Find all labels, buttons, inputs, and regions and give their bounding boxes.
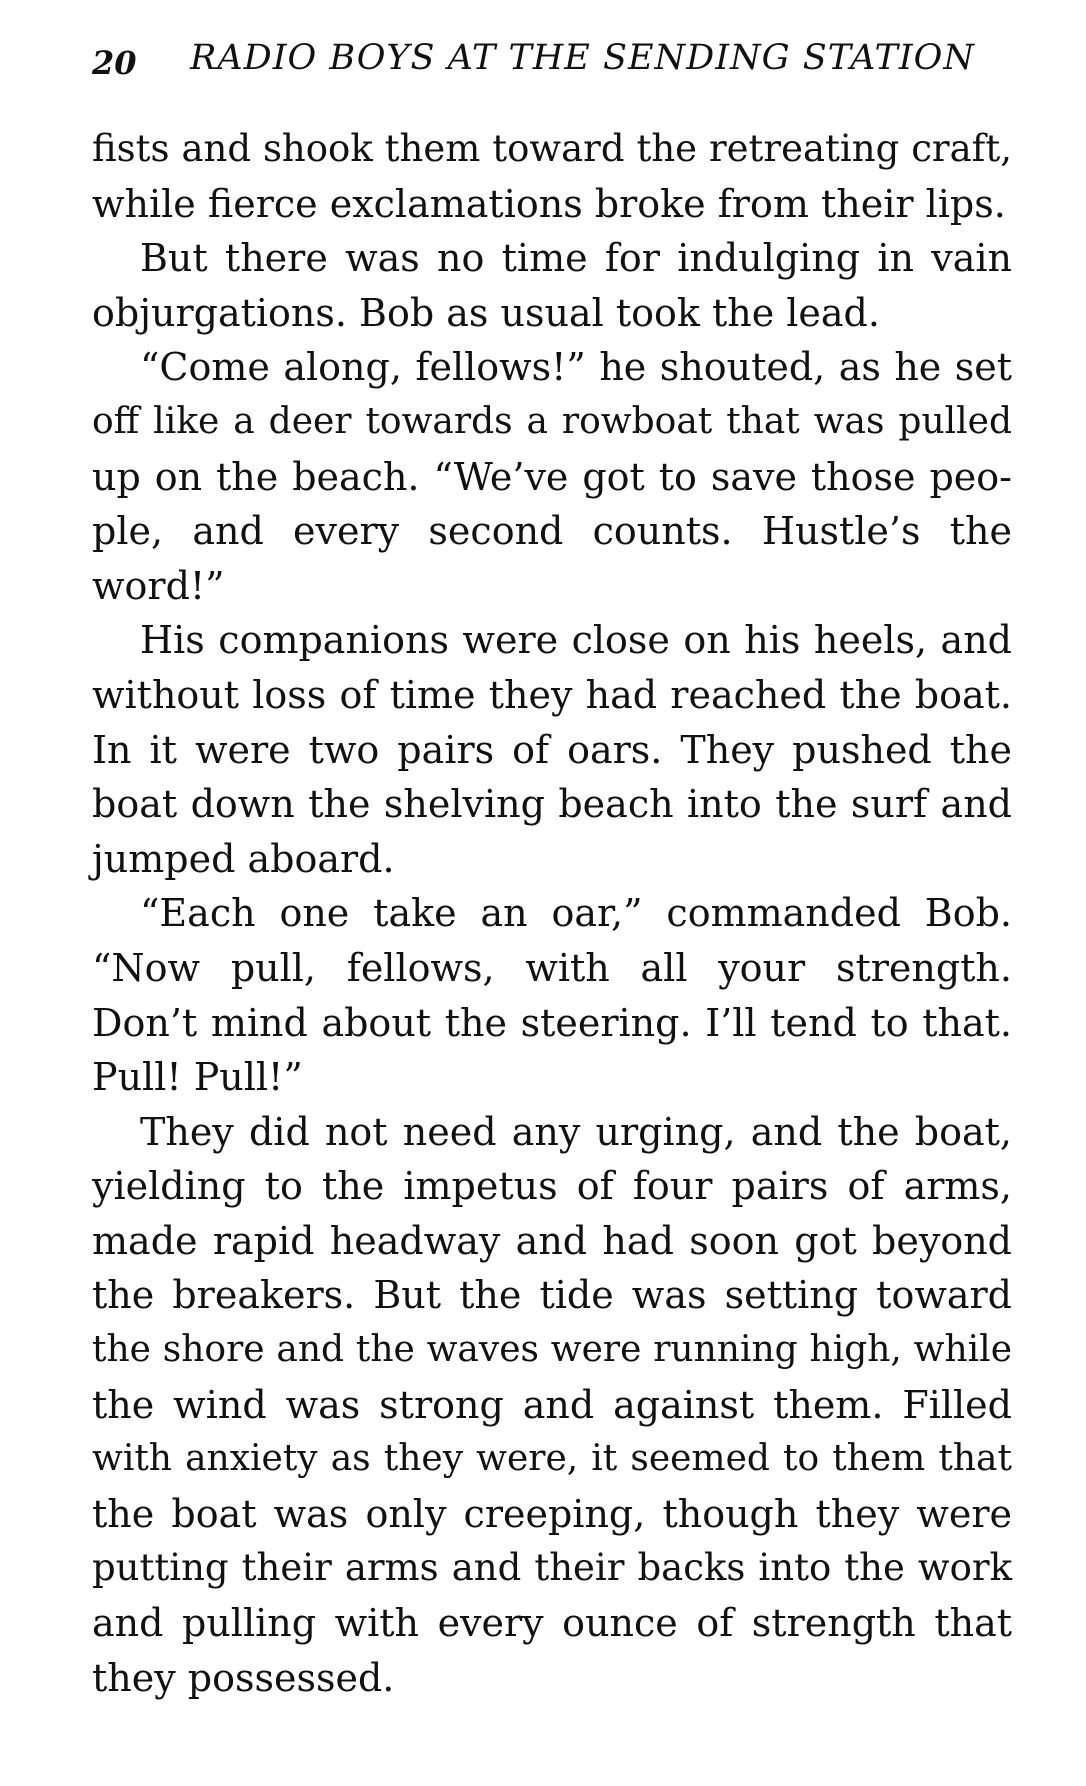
text-line: without loss of time they had reached the boat. — [92, 672, 1012, 717]
text-line: up on the beach. “We’ve got to save those peo- — [92, 454, 1012, 499]
text-line: putting their arms and their backs into the work — [92, 1546, 1012, 1590]
text-line: word!” — [92, 563, 225, 608]
text-line: boat down the shelving beach into the surf and — [92, 782, 1012, 827]
text-line: with anxiety as they were, it seemed to them that — [92, 1438, 1012, 1480]
text-line: the breakers. But the tide was setting toward — [92, 1273, 1012, 1318]
text-line: jumped aboard. — [92, 836, 395, 881]
text-line: objurgations. Bob as usual took the lead. — [92, 290, 880, 335]
text-line: the boat was only creeping, though they were — [92, 1491, 1012, 1536]
text-line: yielding to the impetus of four pairs of arms, — [92, 1164, 1012, 1209]
text-line: They did not need any urging, and the boat, — [140, 1109, 1012, 1154]
running-head — [92, 38, 1012, 88]
text-line: “Now pull, fellows, with all your strength. — [92, 945, 1012, 990]
text-line: “Each one take an oar,” commanded Bob. — [140, 891, 1012, 936]
text-line: they possessed. — [92, 1655, 395, 1700]
running-title: RADIO BOYS AT THE SENDING STATION — [190, 38, 975, 78]
text-line: fists and shook them toward the retreating craft, — [92, 127, 1012, 170]
text-line: ple, and every second counts. Hustle’s the — [92, 509, 1012, 554]
text-line: the wind was strong and against them. Filled — [92, 1382, 1012, 1427]
text-line: made rapid headway and had soon got beyond — [92, 1218, 1012, 1263]
text-line: off like a deer towards a rowboat that was pulled — [92, 400, 1012, 442]
body-text — [92, 122, 1012, 1705]
text-line: In it were two pairs of oars. They pushed the — [92, 727, 1012, 772]
page-number: 20 — [92, 44, 137, 82]
text-line: “Come along, fellows!” he shouted, as he set — [140, 345, 1012, 390]
text-line: and pulling with every ounce of strength that — [92, 1601, 1012, 1646]
text-line: His companions were close on his heels, and — [140, 618, 1012, 663]
text-line: Pull! Pull!” — [92, 1055, 303, 1100]
text-line: while fierce exclamations broke from their lips. — [92, 181, 1006, 226]
text-line: Don’t mind about the steering. I’ll tend to that. — [92, 1000, 1012, 1045]
text-line: But there was no time for indulging in vain — [140, 236, 1012, 281]
text-line: the shore and the waves were running high, while — [92, 1329, 1012, 1371]
